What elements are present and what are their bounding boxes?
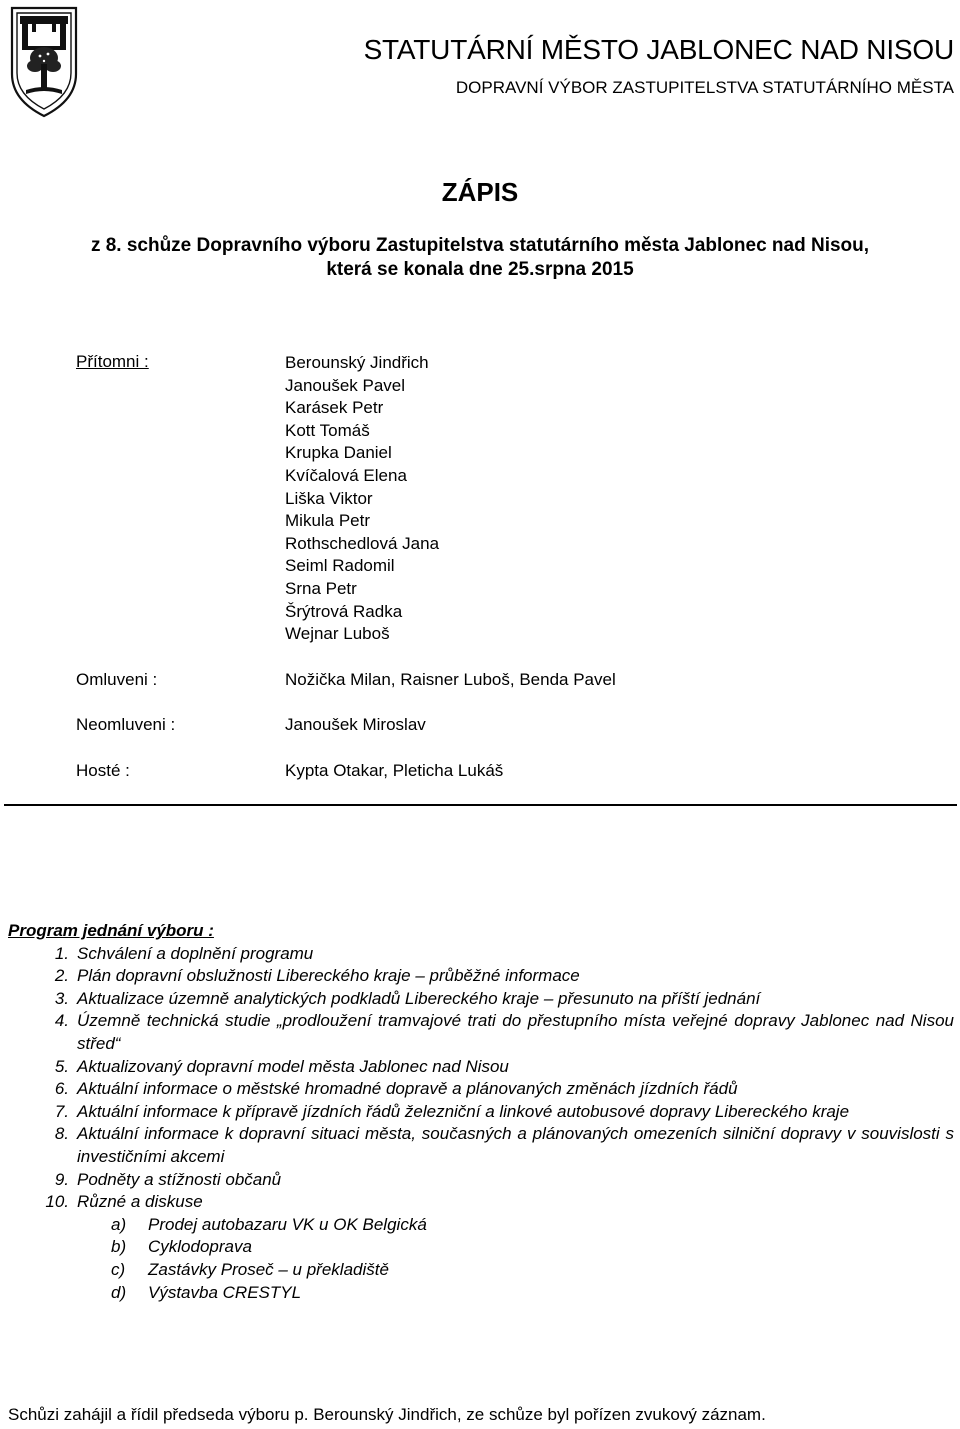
list-item: Seiml Radomil xyxy=(285,556,395,576)
list-item: Berounský Jindřich xyxy=(285,353,429,372)
agenda-item-number: 1. xyxy=(54,943,69,963)
agenda-item-number: 5. xyxy=(54,1056,69,1076)
guests-label: Hosté : xyxy=(76,761,130,780)
present-members-list xyxy=(285,352,439,646)
agenda-item-text: Plán dopravní obslužnosti Libereckého kraje – průběžné informace xyxy=(77,966,580,986)
agenda-item-number: 9. xyxy=(54,1169,69,1189)
list-item: Janoušek Pavel xyxy=(285,375,406,395)
document-title: ZÁPIS xyxy=(441,177,519,207)
agenda-item xyxy=(8,965,954,988)
list-item: Wejnar Luboš xyxy=(285,624,390,644)
agenda-item-number: 2. xyxy=(54,966,69,986)
document-subtitle xyxy=(0,234,960,282)
agenda-item-text: Aktuální informace k přípravě jízdních řádů železniční a linkové autobusové dopravy Libereckého kraje xyxy=(77,1101,850,1121)
present-label: Přítomni : xyxy=(76,352,149,371)
list-item: Srna Petr xyxy=(285,578,357,598)
list-item: Rothschedlová Jana xyxy=(285,533,440,553)
list-item: Mikula Petr xyxy=(285,511,371,531)
agenda-item-number: 10. xyxy=(45,1192,69,1212)
list-item: Krupka Daniel xyxy=(285,443,392,463)
agenda-item-number: 6. xyxy=(54,1079,69,1099)
agenda-item-number: 8. xyxy=(54,1124,69,1144)
subtitle-line-1: z 8. schůze Dopravního výboru Zastupitelstva statutárního města Jablonec nad Nisou, xyxy=(90,235,870,256)
agenda-item xyxy=(8,1123,954,1168)
agenda-subitem xyxy=(8,1282,954,1305)
agenda-subitem-text: Prodej autobazaru VK u OK Belgická xyxy=(148,1214,427,1234)
committee-name: DOPRAVNÍ VÝBOR ZASTUPITELSTVA STATUTÁRNÍHO MĚSTA xyxy=(455,78,954,97)
agenda-item xyxy=(8,1101,954,1124)
agenda-item xyxy=(8,988,954,1011)
agenda-list xyxy=(8,943,954,1214)
agenda-subitem xyxy=(8,1236,954,1259)
agenda-item-number: 7. xyxy=(54,1101,69,1121)
agenda-item-text: Schválení a doplnění programu xyxy=(77,943,314,963)
agenda-item-text: Aktuální informace k dopravní situaci města, současných a plánovaných omezeních silniční dopravy v souvislosti s investičními akcemi xyxy=(77,1124,954,1166)
agenda-subitem xyxy=(8,1259,954,1282)
agenda-item xyxy=(8,1010,954,1055)
agenda-item-text: Územně technická studie „prodloužení tramvajové trati do přestupního místa veřejné dopravy Jablonec nad Nisou střed“ xyxy=(77,1011,954,1053)
excused-members: Nožička Milan, Raisner Luboš, Benda Pavel xyxy=(285,670,616,689)
agenda-heading: Program jednání výboru : xyxy=(8,921,214,940)
agenda-item xyxy=(8,1078,954,1101)
agenda-item xyxy=(8,1169,954,1192)
agenda-item xyxy=(8,1056,954,1079)
footer-note: Schůzi zahájil a řídil předseda výboru p. Berounský Jindřich, ze schůze byl pořízen zvukový záznam. xyxy=(8,1405,766,1424)
agenda-subitem-letter: c) xyxy=(111,1259,126,1279)
agenda-subitem-letter: b) xyxy=(111,1237,127,1257)
agenda-item-text: Různé a diskuse xyxy=(77,1192,203,1212)
list-item: Šrýtrová Radka xyxy=(285,601,403,621)
agenda-subitem-text: Výstavba CRESTYL xyxy=(148,1282,302,1302)
agenda-item-text: Podněty a stížnosti občanů xyxy=(77,1169,282,1189)
excused-label: Omluveni : xyxy=(76,670,158,689)
agenda-section xyxy=(8,920,954,1304)
unexcused-members: Janoušek Miroslav xyxy=(285,715,426,734)
agenda-item-number: 3. xyxy=(54,988,69,1008)
agenda-subitem xyxy=(8,1214,954,1237)
agenda-sublist xyxy=(8,1214,954,1304)
org-name: STATUTÁRNÍ MĚSTO JABLONEC NAD NISOU xyxy=(363,34,954,65)
agenda-subitem-text: Zastávky Proseč – u překladiště xyxy=(148,1259,389,1279)
agenda-item-text: Aktuální informace o městské hromadné dopravě a plánovaných změnách jízdních řádů xyxy=(77,1079,738,1099)
agenda-subitem-text: Cyklodoprava xyxy=(148,1237,252,1257)
agenda-subitem-letter: d) xyxy=(111,1282,127,1302)
agenda-subitem-letter: a) xyxy=(111,1214,127,1234)
city-crest-icon xyxy=(8,4,80,120)
agenda-item-number: 4. xyxy=(54,1011,69,1031)
subtitle-line-2: která se konala dne 25.srpna 2015 xyxy=(326,259,634,280)
guests-members: Kypta Otakar, Pleticha Lukáš xyxy=(285,761,504,780)
agenda-item-text: Aktualizace územně analytických podkladů Libereckého kraje – přesunuto na příští jednání xyxy=(77,988,761,1008)
list-item: Kott Tomáš xyxy=(285,420,370,440)
agenda-item-text: Aktualizovaný dopravní model města Jablonec nad Nisou xyxy=(77,1056,509,1076)
list-item: Kvíčalová Elena xyxy=(285,465,407,485)
list-item: Karásek Petr xyxy=(285,398,384,418)
divider xyxy=(4,804,957,806)
agenda-item xyxy=(8,943,954,966)
agenda-item xyxy=(8,1191,954,1214)
unexcused-label: Neomluveni : xyxy=(76,715,176,734)
list-item: Liška Viktor xyxy=(285,488,373,508)
